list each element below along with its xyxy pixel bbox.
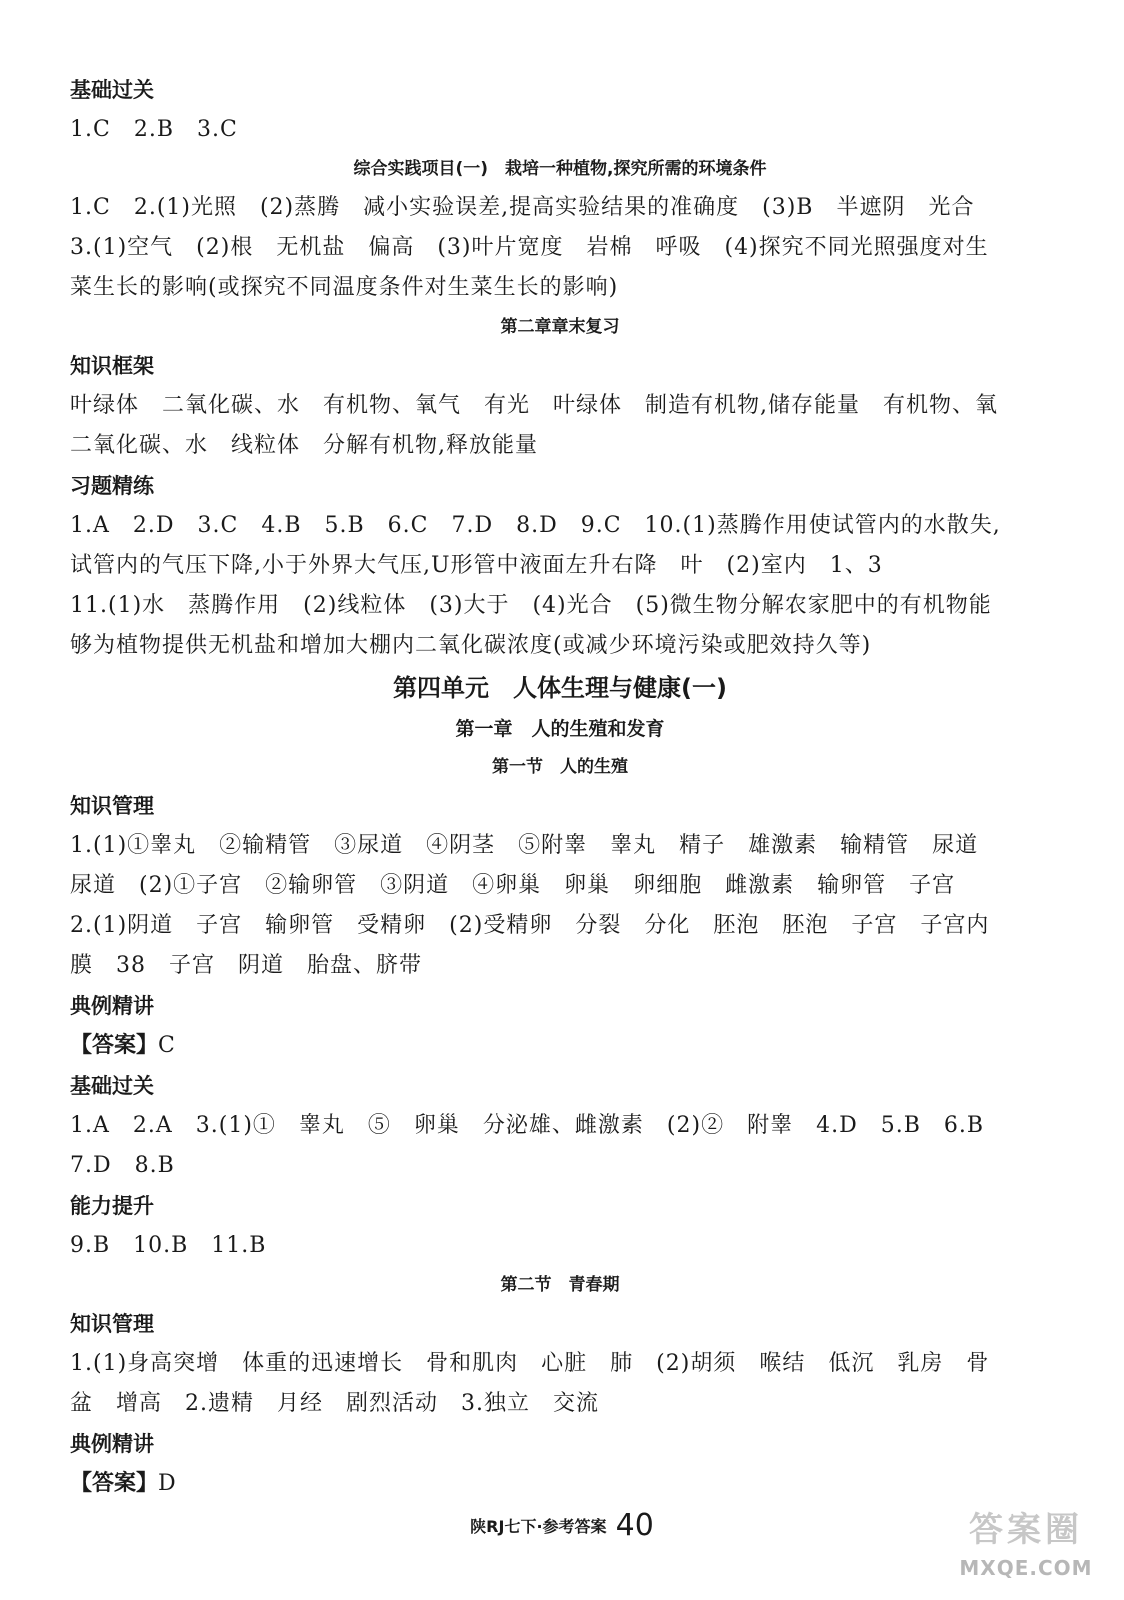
answer-line: 1.A 2.A 3.(1)① 睾丸 ⑤ 卵巢 分泌雄、雌激素 (2)② 附睾 4.D 5.B 6.B: [70, 1113, 985, 1138]
answer-line: 1.(1)①睾丸 ②输精管 ③尿道 ④阴茎 ⑤附睾 睾丸 精子 雄激素 输精管 尿道: [70, 833, 979, 858]
section-label: 基础过关: [70, 78, 154, 102]
section-label: 知识管理: [70, 794, 154, 818]
answer-line: 2.(1)阴道 子宫 输卵管 受精卵 (2)受精卵 分裂 分化 胚泡 胚泡 子宫 子宫内: [70, 913, 990, 938]
answer-content: [70, 70, 1050, 1504]
section-label: 典例精讲: [70, 994, 154, 1018]
section-heading: 第一节 人的生殖: [492, 757, 628, 777]
review-heading: 第二章章末复习: [500, 317, 620, 337]
answer-line: 9.B 10.B 11.B: [70, 1233, 267, 1258]
project-heading: 综合实践项目(一) 栽培一种植物,探究所需的环境条件: [353, 159, 767, 179]
answer-line: 1.(1)身高突增 体重的迅速增长 骨和肌肉 心脏 肺 (2)胡须 喉结 低沉 乳房 骨: [70, 1351, 990, 1376]
section-label: 习题精练: [70, 474, 154, 498]
answer-line: 7.D 8.B: [70, 1153, 175, 1178]
section-label: 基础过关: [70, 1074, 154, 1098]
answer-line: 二氧化碳、水 线粒体 分解有机物,释放能量: [70, 433, 538, 458]
watermark-logo: [946, 1504, 1106, 1594]
answer-line: 菜生长的影响(或探究不同温度条件对生菜生长的影响): [70, 275, 619, 300]
answer-line: 1.A 2.D 3.C 4.B 5.B 6.C 7.D 8.D 9.C 10.(1)蒸腾作用使试管内的水散失,: [70, 513, 1001, 538]
watermark-logo-text: 答案圈: [969, 1510, 1083, 1550]
answer-tag: 【答案】: [70, 1033, 159, 1058]
answer-line: 尿道 (2)①子宫 ②输卵管 ③阴道 ④卵巢 卵巢 卵细胞 雌激素 输卵管 子宫: [70, 873, 956, 898]
section-label: 能力提升: [70, 1194, 154, 1218]
section-label: 典例精讲: [70, 1432, 154, 1456]
section-label: 知识框架: [70, 354, 154, 378]
answer-line: 1.C 2.B 3.C: [70, 117, 238, 142]
answer-line: 1.C 2.(1)光照 (2)蒸腾 减小实验误差,提高实验结果的准确度 (3)B 半遮阴 光合: [70, 195, 975, 220]
answer-line: 盆 增高 2.遗精 月经 剧烈活动 3.独立 交流: [70, 1391, 599, 1416]
section-heading: 第二节 青春期: [500, 1275, 620, 1295]
answer-tag: 【答案】: [70, 1471, 159, 1496]
answer-value: C: [158, 1033, 175, 1058]
answer-key-row: [70, 1464, 1050, 1504]
answer-value: D: [158, 1471, 176, 1496]
answer-line: 膜 38 子宫 阴道 胎盘、脐带: [70, 953, 422, 978]
answer-line: 够为植物提供无机盐和增加大棚内二氧化碳浓度(或减少环境污染或肥效持久等): [70, 633, 872, 658]
page-number: 40: [615, 1508, 654, 1543]
answer-key-row: [70, 1026, 1050, 1066]
watermark-url: MXQE.COM: [959, 1556, 1093, 1580]
answer-line: 试管内的气压下降,小于外界大气压,U形管中液面左升右降 叶 (2)室内 1、3: [70, 553, 883, 578]
answer-line: 3.(1)空气 (2)根 无机盐 偏高 (3)叶片宽度 岩棉 呼吸 (4)探究不同光照强度对生: [70, 235, 989, 260]
section-label: 知识管理: [70, 1312, 154, 1336]
unit-heading: 第四单元 人体生理与健康(一): [393, 674, 727, 702]
answer-line: 11.(1)水 蒸腾作用 (2)线粒体 (3)大于 (4)光合 (5)微生物分解农家肥中的有机物能: [70, 593, 992, 618]
answer-line: 叶绿体 二氧化碳、水 有机物、氧气 有光 叶绿体 制造有机物,储存能量 有机物、氧: [70, 393, 998, 418]
chapter-heading: 第一章 人的生殖和发育: [455, 718, 665, 740]
footer-label: 陕RJ七下·参考答案: [470, 1517, 607, 1536]
